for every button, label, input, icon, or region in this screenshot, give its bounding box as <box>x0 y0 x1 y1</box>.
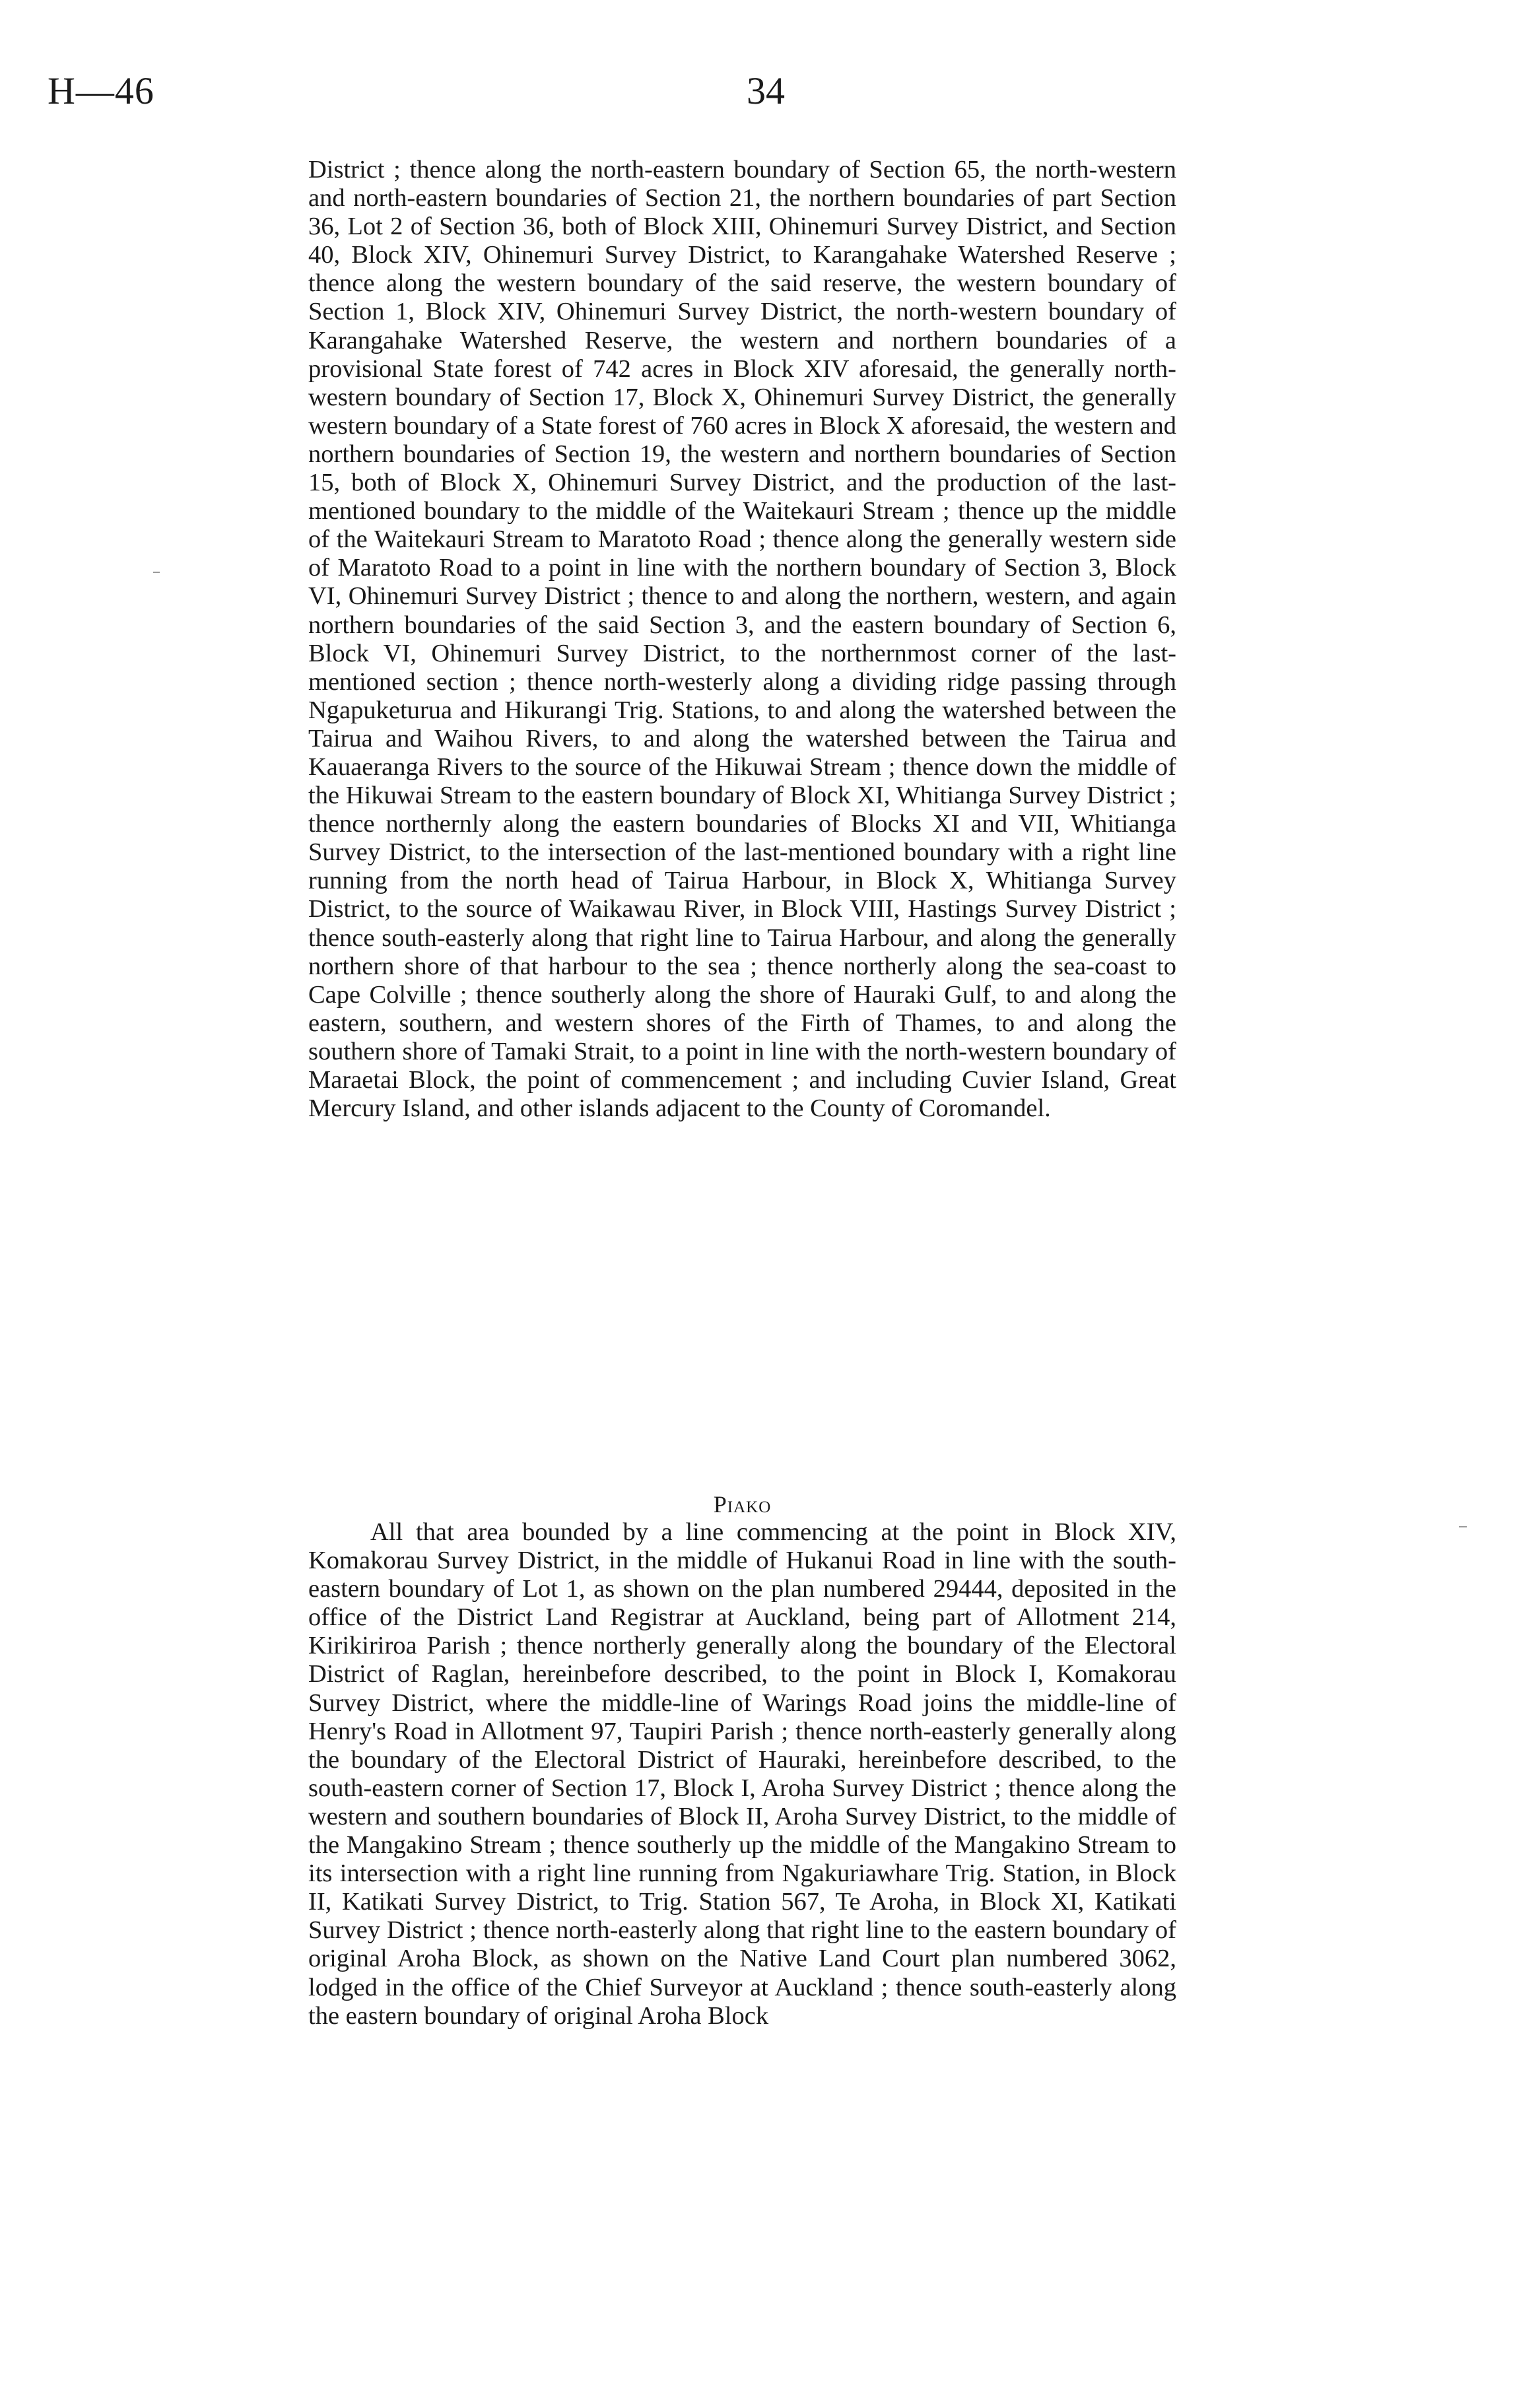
margin-mark-right <box>1459 1526 1467 1527</box>
section-2-paragraph: All that area bounded by a line commencing at the point in Block XIV, Komakorau Survey District, in the middle of Hukanui Road in line with the south-eastern boundary of Lot 1, as shown on the plan numbered 29444, deposited in the office of the District Land Registrar at Auckland, being part of Allotment 214, Kirikiriroa Parish ; thence northerly generally along the boundary of the Electoral District of Raglan, hereinbefore described, to the point in Block I, Komakorau Survey District, where the middle-line of Warings Road joins the middle-line of Henry's Road in Allotment 97, Taupiri Parish ; thence north-easterly generally along the boundary of the Electoral District of Hauraki, hereinbefore described, to the south-eastern corner of Section 17, Block I, Aroha Survey District ; thence along the western and southern boundaries of Block II, Aroha Survey District, to the middle of the Mangakino Stream ; thence southerly up the middle of the Mangakino Stream to its intersection with a right line running from Ngakuriawhare Trig. Station, in Block II, Katikati Survey District, to Trig. Station 567, Te Aroha, in Block XI, Katikati Survey District ; thence north-easterly along that right line to the eastern boundary of original Aroha Block, as shown on the Native Land Court plan numbered 3062, lodged in the office of the Chief Surveyor at Auckland ; thence south-easterly along the eastern boundary of original Aroha Block <box>308 1518 1176 2030</box>
document-id: H—46 <box>48 69 154 112</box>
section-2-body <box>308 1518 1176 2030</box>
page-number: 34 <box>747 69 785 112</box>
section-1-paragraph: District ; thence along the north-eastern boundary of Section 65, the north-western and north-eastern boundaries of Section 21, the northern boundaries of part Section 36, Lot 2 of Section 36, both of Block XIII, Ohinemuri Survey District, and Section 40, Block XIV, Ohinemuri Survey District, to Karangahake Watershed Reserve ; thence along the western boundary of the said reserve, the western boundary of Section 1, Block XIV, Ohinemuri Survey District, the north-western boundary of Karangahake Watershed Reserve, the western and northern boundaries of a provisional State forest of 742 acres in Block XIV aforesaid, the generally north-western boundary of Section 17, Block X, Ohinemuri Survey District, the generally western boundary of a State forest of 760 acres in Block X aforesaid, the western and northern boundaries of Section 19, the western and northern boundaries of Section 15, both of Block X, Ohinemuri Survey District, and the production of the last-mentioned boundary to the middle of the Waitekauri Stream ; thence up the middle of the Waitekauri Stream to Maratoto Road ; thence along the generally western side of Maratoto Road to a point in line with the northern boundary of Section 3, Block VI, Ohinemuri Survey District ; thence to and along the northern, western, and again northern boundaries of the said Section 3, and the eastern boundary of Section 6, Block VI, Ohinemuri Survey District, to the northernmost corner of the last-mentioned section ; thence north-westerly along a dividing ridge passing through Ngapuketurua and Hikurangi Trig. Stations, to and along the watershed between the Tairua and Waihou Rivers, to and along the watershed between the Tairua and Kauaeranga Rivers to the source of the Hikuwai Stream ; thence down the middle of the Hikuwai Stream to the eastern boundary of Block XI, Whitianga Survey District ; thence northernly along the eastern boundaries of Blocks XI and VII, Whitianga Survey District, to the intersection of the last-mentioned boundary with a right line running from the north head of Tairua Harbour, in Block X, Whitianga Survey District, to the source of Waikawau River, in Block VIII, Hastings Survey District ; thence south-easterly along that right line to Tairua Harbour, and along the generally northern shore of that harbour to the sea ; thence northerly along the sea-coast to Cape Colville ; thence southerly along the shore of Hauraki Gulf, to and along the eastern, southern, and western shores of the Firth of Thames, to and along the southern shore of Tamaki Strait, to a point in line with the north-western boundary of Maraetai Block, the point of commencement ; and including Cuvier Island, Great Mercury Island, and other islands adjacent to the County of Coromandel. <box>308 156 1176 1123</box>
section-1-body <box>308 156 1176 1123</box>
section-heading-piako: Piako <box>713 1491 772 1518</box>
margin-mark-left <box>153 572 160 573</box>
